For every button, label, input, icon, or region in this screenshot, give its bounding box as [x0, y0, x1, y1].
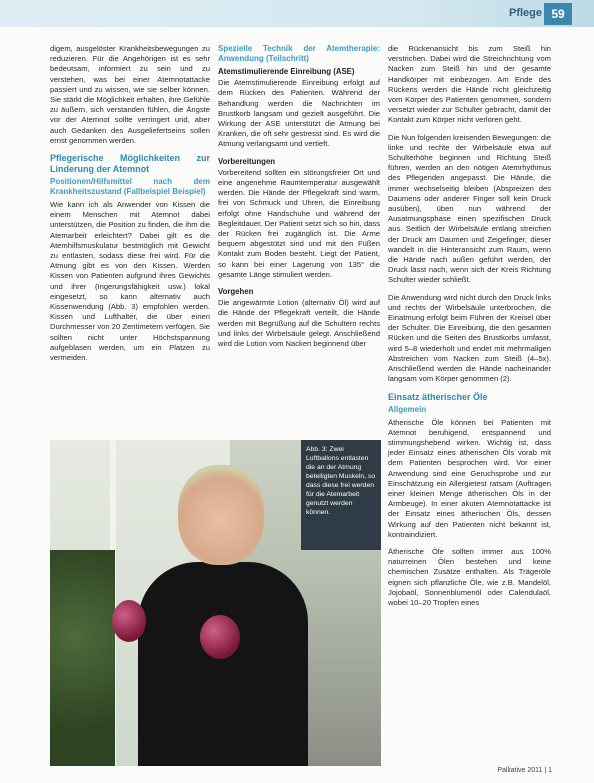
person-head: [178, 465, 264, 565]
continuation-paragraph-1: die Rückenansicht bis zum Steiß hin verstrichen. Dabei wird die Streichrichtung vom Nacken zum Steiß hin und der gesamte Handkörper mit einbezogen. Am Ende des Rückens werden die Hände nicht gleichzeitig vom Körper des Patienten genommen, sondern versetzt wieder zur Schulter gebracht, damit der Kontakt zum Körper nicht verloren geht.: [388, 44, 551, 125]
oils-paragraph: Ätherische Öle können bei Patienten mit Atemnot beruhigend, entspannend und stimmungshebend wirken. Wichtig ist, dass jeder Einsatz eines ätherischen Öls vorab mit dem Patienten besprochen wird. Vor einer Anwendung sind eine Geruchsprobe und zur Einschätzung ein Allergietest ratsam (Auftragen einer kleinen Menge ätherischen Öls in der Armbeuge). In einer akuten Atemnotattacke ist der Einsatz eines ätherischen Öls, dessen Wirkung auf den Patienten nicht bekannt ist, kontraindiziert.: [388, 417, 551, 539]
column-right: [388, 44, 551, 615]
oils-paragraph-2: Ätherische Öle sollten immer aus 100% naturreinen Ölen bestehen und keine chemischen Zusätze enthalten. Als Trägeröle eignen sich pflanzliche Öle, wie z.B. Mandelöl, Jojobaöl, Sonnenblumenöl oder Calendulaöl, wobei 10–20 Tropfen eines: [388, 546, 551, 607]
procedure-paragraph: Die angewärmte Lotion (alternativ Öl) wird auf die Hände der Pflegekraft verteilt, die Hände werden mit Begrüßung auf die Schultern rechts und links der Wirbelsäule gelegt. Anschließend wird die Lotion vom Nacken beginnend über: [218, 298, 380, 349]
header-band: [0, 0, 594, 27]
heading-technique: Spezielle Technik der Atemtherapie: Anwendung (Teilschritt): [218, 44, 380, 63]
plant-foliage: [50, 550, 115, 766]
footer-source: Palliative 2011 | 1: [497, 767, 552, 774]
column-middle: [218, 44, 380, 356]
continuation-paragraph-3: Die Anwendung wird nicht durch den Druck links und rechts der Wirbelsäule unterbrochen, die Einatmung erfolgt beim Führen der Kreisel über der Schulter. Die Einreibung, die den gesamten Rücken und die Seiten des Brustkorbs umfasst, wird 5–8 wiederholt und endet mit mehrmaligen Abstreichen vom Nacken zum Steiß (4–5x). Anschließend werden die Hände nacheinander langsam vom Körper genommen (2).: [388, 292, 551, 384]
subheading-general: Allgemein: [388, 404, 427, 414]
subheading-ase: Atemstimulierende Einreibung (ASE): [218, 67, 355, 76]
aids-paragraph: Wie kann ich als Anwender von Kissen die einem Menschen mit Atemnot dabei unterstützen, die Position zu finden, die ihm die Atemarbeit erleichtert? Dabei gilt es die Atemhilfsmuskulatur bestmöglich mit Gewicht zu entlasten, sodass diese frei wird. Für die Atmung gibt es von den Kissen. Werden Kissen von Patienten aufgrund ihres Gewichts und ihrer (Ingerungsfähigkeit usw.) lokal eingesetzt, so kann alternativ auch Kissenwendung (Abb. 3) empfohlen werden. Kissen und Lufthalter, die über einen Durchmesser von 20 Zentimetern verfügen. Sie sollten nicht unter Höchstspannung aufgeblasen werden, um ein Platzen zu vermeiden.: [50, 200, 210, 363]
heading-possibilities: Pflegerische Möglichkeiten zur Linderung der Atemnot: [50, 153, 210, 175]
preparation-paragraph: Vorbereitend sollten ein störungsfreier Ort und eine angenehme Raumtemperatur ausgewählt werden. Die Hände der Pflegekraft sind warm, frei von Schmuck und Uhren, die Einreibung erfolgt ohne Handschuhe und während der Begleitdauer. Der Patient setzt sich so hin, dass der Rücken frei zugänglich ist. Die Arme bequem abgestützt sind und mit den Füßen Kontakt zum Boden besteht. Liegt der Patient, so kann bei einer Lagerung von 135° die gesamte Länge stimuliert werden.: [218, 167, 380, 279]
continuation-paragraph-2: Die Nun folgenden kreisenden Bewegungen: die linke und rechte der Wirbelsäule etwa auf Schulterhöhe beginnen und Richtung Steiß führen, werden an den nötigen Atemrhythmus des Pflegenden angepasst. Die Hände, die immer wechselseitig bleiben (Abspreizen des Daumens oder anderer Finger soll kein Druck ausüben), üben nun während der Ausatmungsphase einen spezifischen Druck aus. Seitlich der Wirbelsäule entlang streichen der Druck am Daumen und Zeigefinger, dieser wandelt in die Hinteransicht zum Raum, wenn die Hände nach außen geführt werden, der Druck lässt nach, wenn sich der Kreis Richtung Schulter wieder schließt.: [388, 132, 551, 285]
ase-paragraph: Die Atemstimulierende Einreibung erfolgt auf dem Rücken des Patienten. Während der Behandlung werden die Nachrichten im Brustkorb langsam und gezielt ausgeführt. Die Wirkung der ASE unterstützt die Atmung bei Kranken, die oft sehr gestresst sind. Es wird die Atmung verlangsamt und vertieft.: [218, 78, 380, 149]
section-title: Pflege: [508, 7, 542, 19]
figure-caption: Abb. 3: Zwei Luftballons entlasten die an der Atmung beteiligten Muskeln, so dass diese frei werden für die Atemarbeit genutzt werden können.: [301, 440, 381, 550]
column-left: [50, 44, 210, 370]
page-number-badge: 59: [544, 3, 572, 25]
balloon-left: [112, 600, 146, 642]
person-body: [138, 562, 308, 766]
subheading-aids: Positionen/Hilfsmittel nach dem Krankheitszustand (Fallbeispiel Beispiel): [50, 177, 210, 197]
intro-paragraph: digem, ausgelöster Krankheitsbewegungen zu reduzieren. Für die Angehörigen ist es sehr bedeutsam, informiert zu sein und zu verstehen, was bei einer Atemnotattacke passiert und zu wissen, wie sie selber können. Sie stärkt die Möglichkeit erhalten, ihre Gefühle zu äußern, sich verstanden fühlen, die Ängste vor der Atemnot sollte verringert und, aber auch Gedanken des Ausgeliefertseins sollen ernst genommen werden.: [50, 44, 210, 145]
heading-oils: Einsatz ätherischer Öle: [388, 391, 488, 402]
balloon-right: [200, 615, 240, 659]
heading-preparation: Vorbereitungen: [218, 156, 276, 166]
heading-procedure: Vorgehen: [218, 287, 254, 297]
